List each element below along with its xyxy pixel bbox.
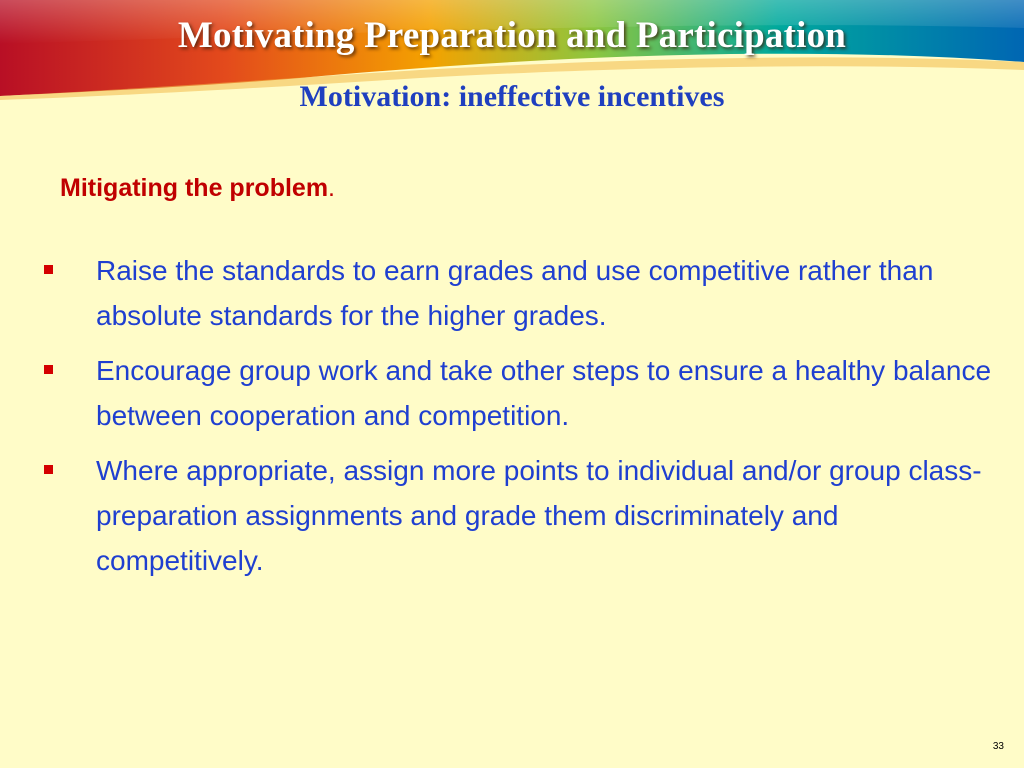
square-bullet-icon xyxy=(44,465,53,474)
slide-subtitle: Motivation: ineffective incentives xyxy=(299,80,725,113)
bullet-item xyxy=(40,448,1000,583)
bullet-text: Where appropriate, assign more points to individual and/or group class-preparation assignments and grade them discriminately and competitively. xyxy=(96,455,982,576)
page-number: 33 xyxy=(992,741,1004,752)
section-heading-text: Mitigating the problem xyxy=(60,174,329,202)
bullet-item xyxy=(40,348,1000,438)
bullet-text: Encourage group work and take other steps to ensure a healthy balance between cooperation and competition. xyxy=(96,355,992,431)
slide-title: Motivating Preparation and Participation xyxy=(177,15,847,56)
square-bullet-icon xyxy=(44,365,53,374)
section-heading-period: . xyxy=(328,174,335,202)
bullet-text: Raise the standards to earn grades and use competitive rather than absolute standards for the higher grades. xyxy=(96,255,934,331)
section-heading xyxy=(60,174,335,203)
square-bullet-icon xyxy=(44,265,53,274)
bullet-item xyxy=(40,248,1000,338)
bullet-list xyxy=(40,248,1000,593)
